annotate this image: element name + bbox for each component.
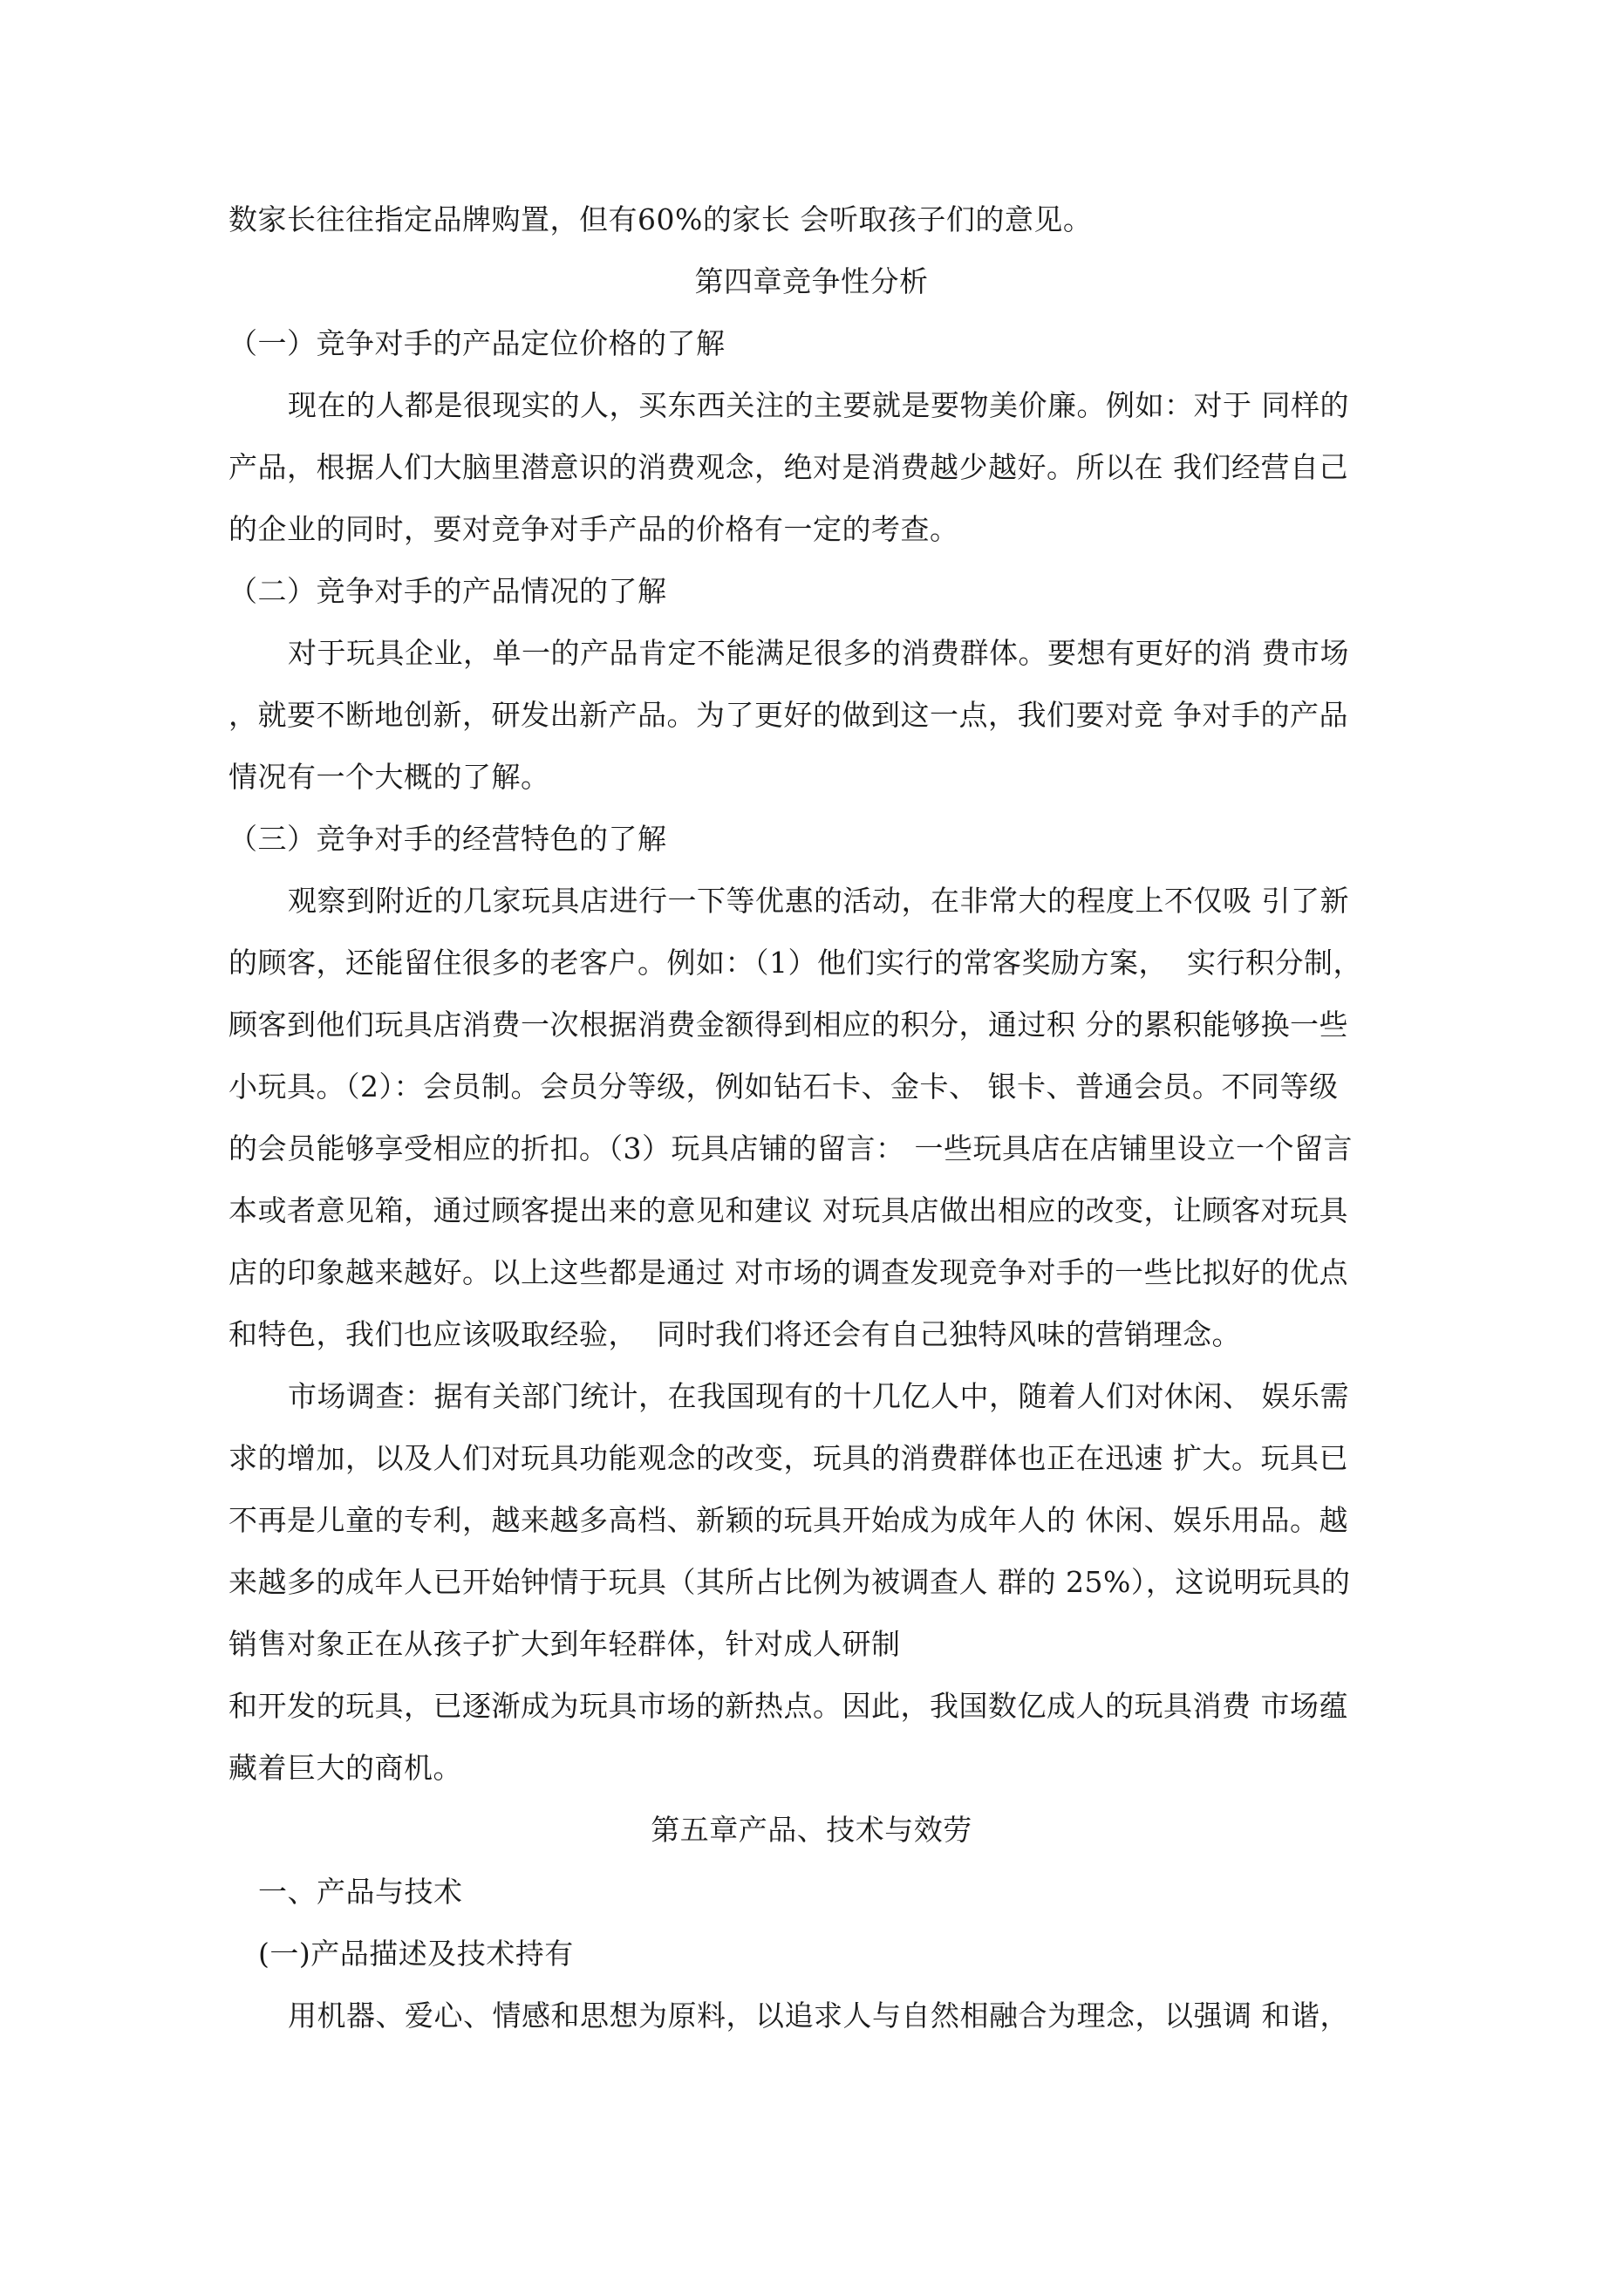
body-text-line: 来越多的成年人已开始钟情于玩具（其所占比例为被调查人 群的 25%），这说明玩具的 — [228, 1565, 1351, 1599]
chapter-heading: 第五章产品、技术与效劳 — [651, 1813, 972, 1847]
body-text-line: 现在的人都是很现实的人，买东西关注的主要就是要物美价廉。例如：对于 同样的 — [288, 388, 1349, 422]
body-text-line: 本或者意见箱，通过顾客提出来的意见和建议 对玩具店做出相应的改变，让顾客对玩具 — [228, 1193, 1348, 1227]
body-text-line: 对于玩具企业，单一的产品肯定不能满足很多的消费群体。要想有更好的消 费市场 — [288, 636, 1349, 670]
chapter-heading: 第四章竞争性分析 — [694, 264, 929, 298]
body-text-line: 情况有一个大概的了解。 — [228, 760, 550, 794]
section-heading: （二）竞争对手的产品情况的了解 — [228, 574, 667, 608]
body-text-line: 小玩具。（2）：会员制。会员分等级，例如钻石卡、金卡、 银卡、普通会员。不同等级 — [228, 1069, 1339, 1104]
body-text-line: 和特色，我们也应该吸取经验， 同时我们将还会有自己独特风味的营销理念。 — [228, 1317, 1241, 1351]
body-text-line: 求的增加，以及人们对玩具功能观念的改变，玩具的消费群体也正在迅速 扩大。玩具已 — [228, 1441, 1348, 1475]
body-text-line: ，就要不断地创新，研发出新产品。为了更好的做到这一点，我们要对竞 争对手的产品 — [228, 698, 1348, 732]
body-text-line: 的会员能够享受相应的折扣。（3）玩具店铺的留言： 一些玩具店在店铺里设立一个留言 — [228, 1131, 1353, 1165]
body-text-line: 不再是儿童的专利，越来越多高档、新颖的玩具开始成为成年人的 休闲、娱乐用品。越 — [228, 1503, 1348, 1537]
body-text-line: 店的印象越来越好。以上这些都是通过 对市场的调查发现竞争对手的一些比拟好的优点 — [228, 1255, 1348, 1289]
subsection-heading: (一)产品描述及技术持有 — [258, 1937, 574, 1971]
body-text-line: 数家长往往指定品牌购置，但有60%的家长 会听取孩子们的意见。 — [228, 202, 1093, 236]
body-text-line: 市场调查：据有关部门统计，在我国现有的十几亿人中，随着人们对休闲、 娱乐需 — [288, 1379, 1349, 1413]
body-text-line: 藏着巨大的商机。 — [228, 1751, 462, 1785]
body-text-line: 顾客到他们玩具店消费一次根据消费金额得到相应的积分，通过积 分的累积能够换一些 — [228, 1008, 1348, 1042]
body-text-line: 的企业的同时，要对竞争对手产品的价格有一定的考查。 — [228, 512, 959, 546]
body-text-line: 产品，根据人们大脑里潜意识的消费观念，绝对是消费越少越好。所以在 我们经营自己 — [228, 450, 1348, 484]
body-text-line: 的顾客，还能留住很多的老客户。例如：（1）他们实行的常客奖励方案， 实行积分制， — [228, 946, 1362, 980]
body-text-line: 观察到附近的几家玩具店进行一下等优惠的活动，在非常大的程度上不仅吸 引了新 — [288, 884, 1349, 918]
section-heading: （三）竞争对手的经营特色的了解 — [228, 822, 667, 856]
section-heading: 一、产品与技术 — [258, 1875, 463, 1909]
section-heading: （一）竞争对手的产品定位价格的了解 — [228, 326, 726, 360]
body-text-line: 用机器、爱心、情感和思想为原料，以追求人与自然相融合为理念，以强调 和谐， — [288, 1999, 1349, 2033]
body-text-line: 和开发的玩具，已逐渐成为玩具市场的新热点。因此，我国数亿成人的玩具消费 市场蕴 — [228, 1689, 1348, 1723]
body-text-line: 销售对象正在从孩子扩大到年轻群体，针对成人研制 — [228, 1627, 901, 1661]
